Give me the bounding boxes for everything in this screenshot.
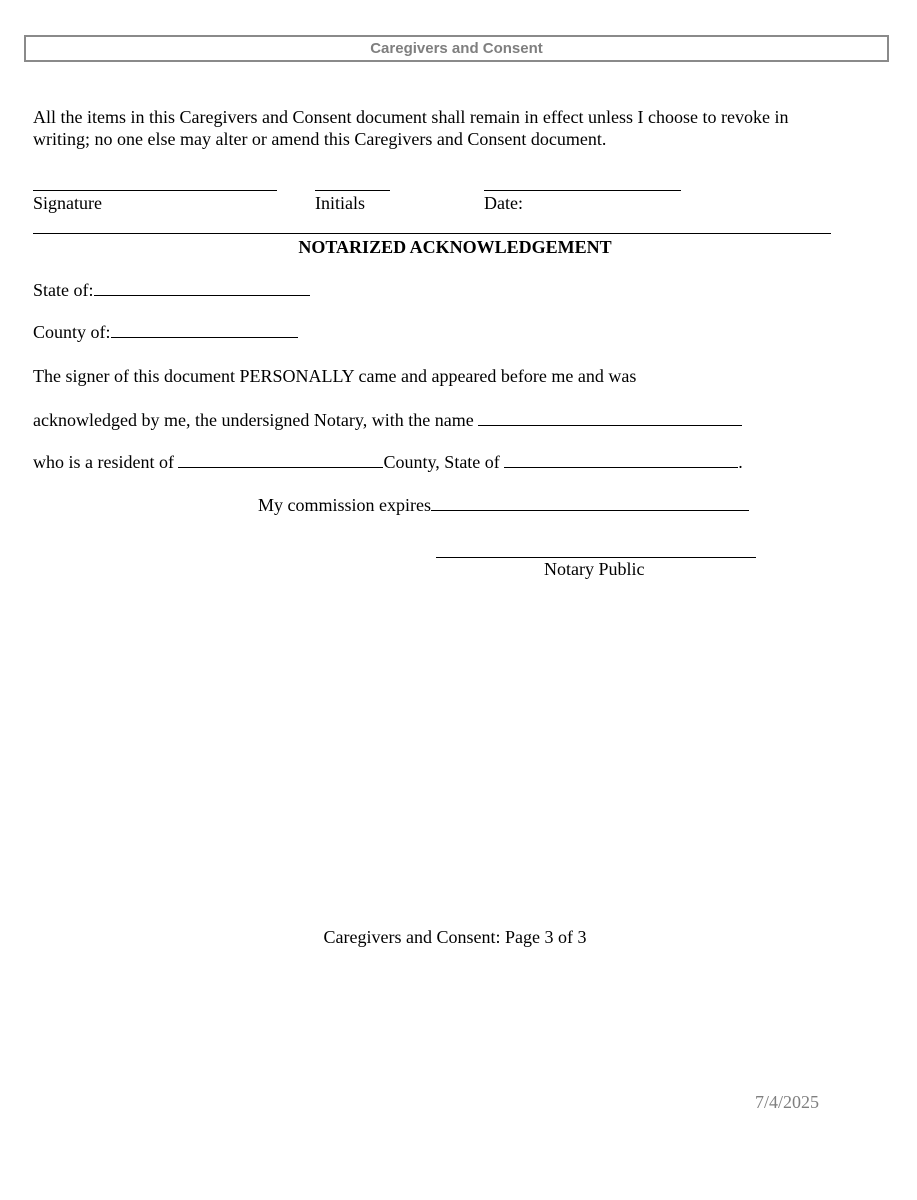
paragraph-line-1: All the items in this Caregivers and Consent document shall remain in effect unless I choose to revoke in xyxy=(33,107,789,127)
acknowledged-text: acknowledged by me, the undersigned Notary, with the name xyxy=(33,410,474,430)
name-blank[interactable] xyxy=(478,409,742,426)
resident-state-blank[interactable] xyxy=(504,451,738,468)
period: . xyxy=(738,452,743,472)
paragraph-line-2: writing; no one else may alter or amend this Caregivers and Consent document. xyxy=(33,129,607,149)
commission-label: My commission expires xyxy=(258,495,431,515)
state-label: State of: xyxy=(33,280,94,300)
date-label: Date: xyxy=(484,193,523,213)
initials-blank[interactable] xyxy=(315,190,390,191)
signature-label: Signature xyxy=(33,193,102,213)
footer-date: 7/4/2025 xyxy=(755,1092,820,1112)
county-state-text: County, State of xyxy=(383,452,500,472)
signature-blank[interactable] xyxy=(33,190,277,191)
commission-blank[interactable] xyxy=(431,494,749,511)
county-blank[interactable] xyxy=(111,321,298,338)
county-label: County of: xyxy=(33,322,111,342)
resident-text: who is a resident of xyxy=(33,452,174,472)
divider xyxy=(33,233,831,234)
resident-county-blank[interactable] xyxy=(178,451,383,468)
date-blank[interactable] xyxy=(484,190,681,191)
initials-label: Initials xyxy=(315,193,365,213)
state-blank[interactable] xyxy=(94,279,310,296)
document-header: Caregivers and Consent xyxy=(24,35,889,62)
notary-public-label: Notary Public xyxy=(544,559,645,579)
signer-line: The signer of this document PERSONALLY came and appeared before me and was xyxy=(33,366,637,386)
page-footer: Caregivers and Consent: Page 3 of 3 xyxy=(323,927,587,947)
notary-heading: NOTARIZED ACKNOWLEDGEMENT xyxy=(298,237,612,257)
